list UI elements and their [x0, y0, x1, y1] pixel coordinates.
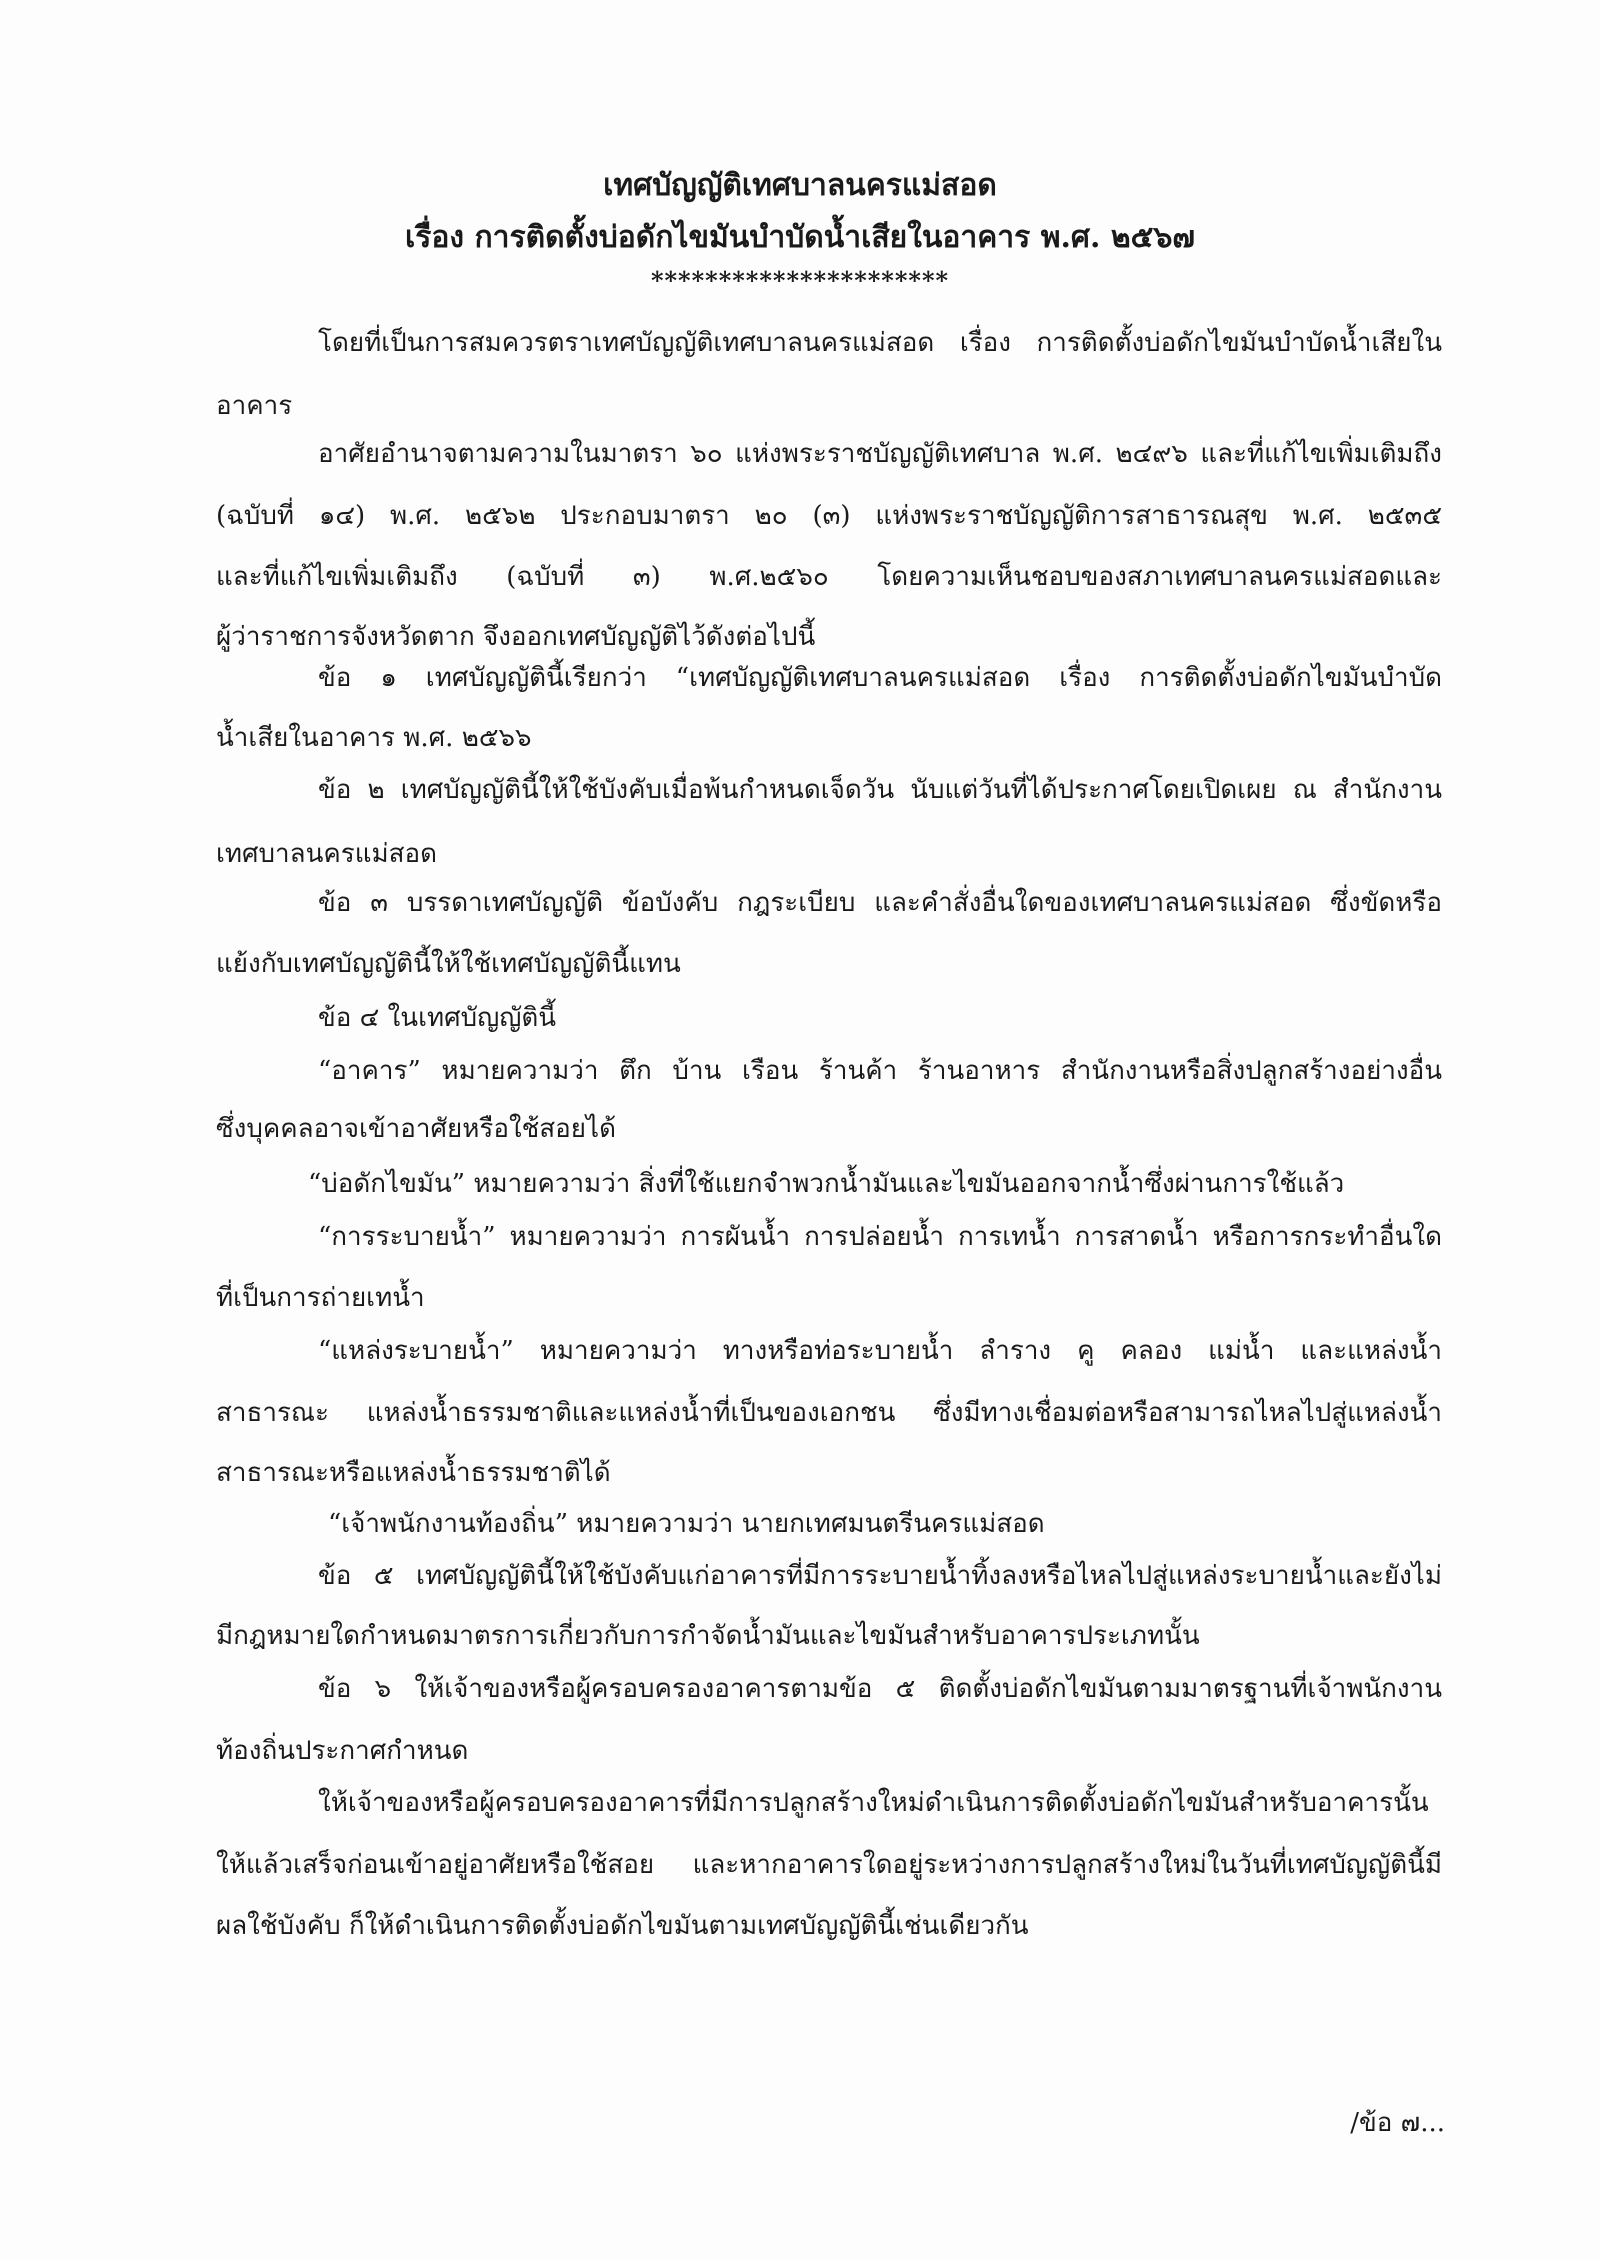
paragraph-line: แย้งกับเทศบัญญัตินี้ให้ใช้เทศบัญญัตินี้แทน	[216, 949, 681, 979]
paragraph-line: สาธารณะหรือแหล่งน้ำธรรมชาติได้	[216, 1458, 611, 1488]
paragraph-line: ผู้ว่าราชการจังหวัดตาก จึงออกเทศบัญญัติไว้ดังต่อไปนี้	[216, 622, 816, 652]
paragraph-line: น้ำเสียในอาคาร พ.ศ. ๒๕๖๖	[216, 723, 532, 753]
paragraph-line: “การระบายน้ำ” หมายความว่า การผันน้ำ การปล่อยน้ำ การเทน้ำ การสาดน้ำ หรือการกระทำอื่นใด	[318, 1222, 1442, 1252]
paragraph-line: (ฉบับที่ ๑๔) พ.ศ. ๒๕๖๒ ประกอบมาตรา ๒๐ (๓) แห่งพระราชบัญญัติการสาธารณสุข พ.ศ. ๒๕๓๕	[216, 501, 1442, 531]
paragraph-line: ซึ่งบุคคลอาจเข้าอาศัยหรือใช้สอยได้	[216, 1114, 616, 1144]
paragraph-line: อาคาร	[216, 391, 293, 421]
paragraph-line: ข้อ ๑ เทศบัญญัตินี้เรียกว่า “เทศบัญญัติเทศบาลนครแม่สอด เรื่อง การติดตั้งบ่อดักไขมันบำบัด	[318, 663, 1442, 693]
paragraph-line: ท้องถิ่นประกาศกำหนด	[216, 1736, 469, 1766]
paragraph-line: และที่แก้ไขเพิ่มเติมถึง (ฉบับที่ ๓) พ.ศ.๒๕๖๐ โดยความเห็นชอบของสภาเทศบาลนครแม่สอดและ	[216, 562, 1442, 592]
paragraph-line: “เจ้าพนักงานท้องถิ่น” หมายความว่า นายกเทศมนตรีนครแม่สอด	[328, 1509, 1045, 1539]
page-continuation-marker: /ข้อ ๗...	[1350, 2108, 1445, 2138]
paragraph-line: “อาคาร” หมายความว่า ตึก บ้าน เรือน ร้านค้า ร้านอาหาร สำนักงานหรือสิ่งปลูกสร้างอย่างอื่น	[318, 1056, 1442, 1086]
paragraph-line: ข้อ ๔ ในเทศบัญญัตินี้	[318, 1003, 557, 1033]
document-subtitle: เรื่อง การติดตั้งบ่อดักไขมันบำบัดน้ำเสียในอาคาร พ.ศ. ๒๕๖๗	[405, 220, 1195, 255]
paragraph-line: ที่เป็นการถ่ายเทน้ำ	[216, 1283, 425, 1313]
paragraph-line: เทศบาลนครแม่สอด	[216, 839, 437, 869]
paragraph-line: ข้อ ๓ บรรดาเทศบัญญัติ ข้อบังคับ กฎระเบียบ และคำสั่งอื่นใดของเทศบาลนครแม่สอด ซึ่งขัดหรือ	[318, 888, 1442, 918]
title-separator: **********************	[650, 266, 950, 295]
paragraph-line: ข้อ ๕ เทศบัญญัตินี้ให้ใช้บังคับแก่อาคารที่มีการระบายน้ำทิ้งลงหรือไหลไปสู่แหล่งระบายน้ำและยังไม่	[318, 1561, 1442, 1591]
paragraph-line: ให้เจ้าของหรือผู้ครอบครองอาคารที่มีการปลูกสร้างใหม่ดำเนินการติดตั้งบ่อดักไขมันสำหรับอาคารนั้น	[318, 1788, 1429, 1818]
paragraph-line: ข้อ ๖ ให้เจ้าของหรือผู้ครอบครองอาคารตามข้อ ๕ ติดตั้งบ่อดักไขมันตามมาตรฐานที่เจ้าพนักงาน	[318, 1674, 1442, 1704]
paragraph-line: มีกฎหมายใดกำหนดมาตรการเกี่ยวกับการกำจัดน้ำมันและไขมันสำหรับอาคารประเภทนั้น	[216, 1621, 1200, 1651]
paragraph-line: “บ่อดักไขมัน” หมายความว่า สิ่งที่ใช้แยกจำพวกน้ำมันและไขมันออกจากน้ำซึ่งผ่านการใช้แล้ว	[308, 1169, 1345, 1199]
paragraph-line: โดยที่เป็นการสมควรตราเทศบัญญัติเทศบาลนครแม่สอด เรื่อง การติดตั้งบ่อดักไขมันบำบัดน้ำเสียใน	[318, 328, 1442, 358]
paragraph-line: สาธารณะ แหล่งน้ำธรรมชาติและแหล่งน้ำที่เป็นของเอกชน ซึ่งมีทางเชื่อมต่อหรือสามารถไหลไปสู่แหล่งน้ำ	[216, 1398, 1442, 1428]
paragraph-line: อาศัยอำนาจตามความในมาตรา ๖๐ แห่งพระราชบัญญัติเทศบาล พ.ศ. ๒๔๙๖ และที่แก้ไขเพิ่มเติมถึง	[318, 439, 1442, 469]
paragraph-line: ให้แล้วเสร็จก่อนเข้าอยู่อาศัยหรือใช้สอย และหากอาคารใดอยู่ระหว่างการปลูกสร้างใหม่ในวันที่เทศบัญญัตินี้มี	[216, 1850, 1442, 1880]
paragraph-line: “แหล่งระบายน้ำ” หมายความว่า ทางหรือท่อระบายน้ำ ลำราง คู คลอง แม่น้ำ และแหล่งน้ำ	[318, 1336, 1442, 1366]
paragraph-line: ข้อ ๒ เทศบัญญัตินี้ให้ใช้บังคับเมื่อพ้นกำหนดเจ็ดวัน นับแต่วันที่ได้ประกาศโดยเปิดเผย ณ สำนักงาน	[318, 775, 1442, 805]
document-title: เทศบัญญัติเทศบาลนครแม่สอด	[603, 168, 997, 203]
paragraph-line: ผลใช้บังคับ ก็ให้ดำเนินการติดตั้งบ่อดักไขมันตามเทศบัญญัตินี้เช่นเดียวกัน	[216, 1911, 1029, 1941]
